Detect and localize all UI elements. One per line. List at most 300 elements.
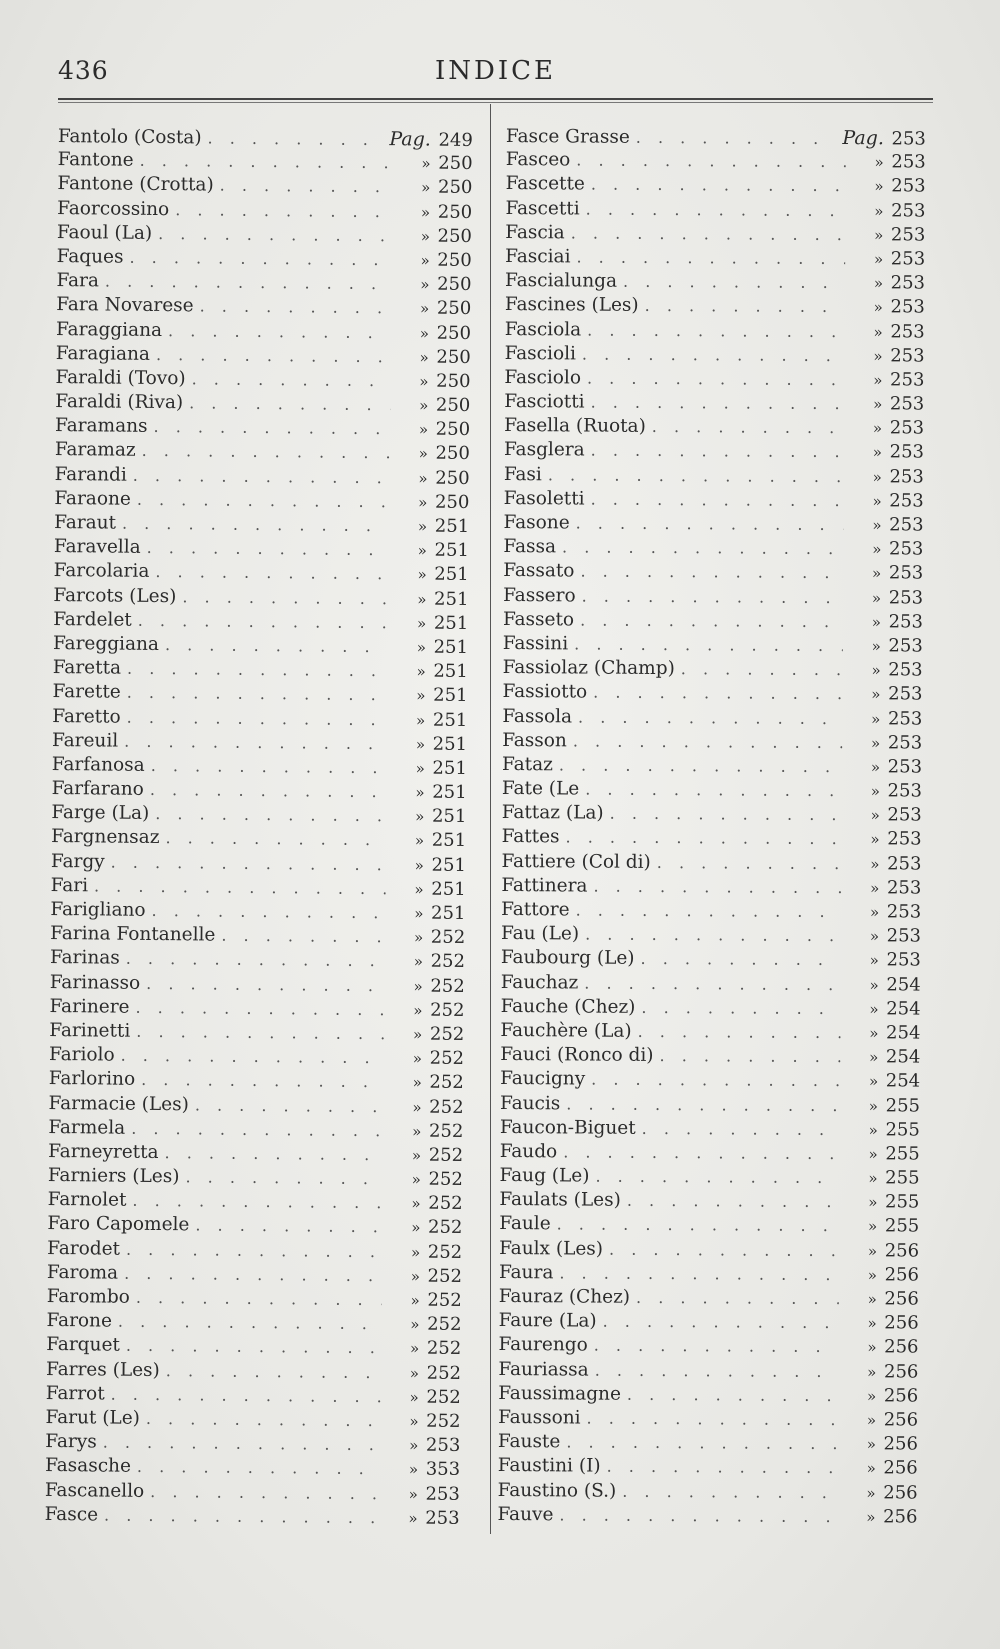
dot-leader (201, 126, 383, 152)
page-reference: 251 (431, 854, 467, 876)
page-reference: 251 (431, 805, 467, 828)
dot-leader (560, 1092, 840, 1118)
index-entry (505, 221, 925, 248)
page-reference: 253 (889, 465, 924, 488)
page-prefix: » (419, 372, 429, 391)
page-reference: 250 (437, 177, 473, 199)
dot-leader (176, 585, 388, 611)
entry-name: Fasceo (505, 149, 571, 171)
page-reference: 253 (887, 828, 922, 850)
page-prefix: » (421, 178, 431, 197)
page-prefix: » (866, 1459, 876, 1478)
dot-leader (585, 487, 844, 513)
index-entry (505, 317, 925, 344)
page-reference: 253 (890, 272, 926, 294)
page-prefix: » (409, 1339, 420, 1358)
entry-name: Fauci (Ronco di) (500, 1044, 654, 1067)
dot-leader (567, 729, 842, 755)
page-prefix: » (869, 1048, 879, 1067)
index-entry (504, 463, 924, 490)
page-prefix: » (867, 1266, 878, 1285)
entry-name: Farcots (Les) (53, 584, 177, 607)
entry-name: Farmela (48, 1116, 126, 1139)
index-entry (503, 559, 923, 586)
page-prefix: » (417, 590, 427, 609)
page-reference: 253 (889, 490, 924, 512)
dot-leader (579, 778, 842, 804)
dot-leader (129, 995, 384, 1022)
entry-name: Faramans (55, 415, 148, 438)
page-prefix: » (408, 1484, 418, 1504)
dot-leader (557, 1140, 840, 1166)
page-reference: 252 (427, 1217, 463, 1239)
entry-name: Fassero (503, 584, 576, 606)
page-reference: 253 (891, 175, 926, 197)
index-entry (502, 753, 922, 780)
entry-name: Faucon-Biguet (499, 1116, 636, 1139)
page-reference: 252 (426, 1386, 461, 1408)
dot-leader (587, 874, 841, 900)
dot-leader (616, 1479, 838, 1505)
entry-name: Farge (La) (51, 802, 150, 825)
dot-leader (97, 1431, 381, 1458)
page-reference: 250 (436, 297, 472, 320)
page-reference: 251 (430, 902, 466, 924)
index-entry (505, 197, 925, 224)
page-reference: 253 (888, 538, 924, 560)
dot-leader (121, 681, 388, 708)
dot-leader (570, 245, 845, 271)
page-reference: 250 (436, 370, 471, 392)
dot-leader (570, 511, 844, 537)
dot-leader (570, 149, 846, 175)
index-entry (499, 1237, 919, 1264)
entry-name: Fargnensaz (51, 826, 160, 849)
dot-leader (565, 221, 846, 247)
page-prefix: » (420, 275, 430, 294)
index-entry (504, 487, 924, 514)
entry-name: Farone (46, 1310, 113, 1332)
page-prefix: » (411, 1218, 421, 1237)
index-column-left (45, 124, 473, 1531)
page-reference: 253 (888, 562, 924, 584)
dot-leader (553, 753, 842, 779)
page-reference: 253 (886, 877, 922, 899)
page-prefix: » (409, 1363, 420, 1383)
entry-name: Fantone (57, 149, 134, 171)
page-reference: 252 (428, 1168, 463, 1190)
page-reference: 249 (438, 129, 473, 151)
dot-leader (621, 1189, 840, 1215)
dot-leader (105, 850, 386, 877)
dot-leader (632, 1020, 841, 1045)
dot-leader (158, 1141, 383, 1167)
page-reference: 250 (435, 467, 470, 489)
index-entry (498, 1454, 918, 1481)
page-prefix: » (417, 517, 428, 536)
entry-name: Fari (50, 874, 89, 897)
dot-leader (186, 367, 391, 393)
page-reference: 255 (884, 1215, 920, 1237)
page-prefix: » (870, 782, 880, 801)
page-prefix: » (414, 880, 424, 899)
page-prefix: » (871, 661, 881, 680)
dot-leader (118, 729, 387, 756)
entry-name: Farfanosa (51, 753, 145, 776)
entry-name: Fauriassa (498, 1358, 589, 1381)
page-reference: 252 (427, 1289, 462, 1311)
dot-leader (603, 1237, 839, 1263)
page-reference: 253 (890, 345, 925, 367)
dot-leader (125, 1116, 383, 1143)
dot-leader (215, 924, 385, 950)
entry-name: Farut (Le) (45, 1406, 141, 1429)
dot-leader (551, 1213, 840, 1239)
page-reference: 251 (434, 588, 469, 610)
entry-name: Faraldi (Riva) (55, 391, 184, 414)
page-prefix: » (419, 323, 430, 343)
dot-leader (553, 1503, 837, 1529)
page-prefix: » (418, 493, 428, 512)
page-reference: 252 (428, 1192, 463, 1215)
dot-leader (578, 971, 841, 997)
page-prefix: » (419, 348, 429, 367)
page-prefix: » (411, 1146, 422, 1165)
page-reference: 253 (890, 320, 925, 343)
page-reference: 253 (889, 393, 925, 415)
index-entry (499, 1261, 919, 1288)
entry-name: Faug (Le) (499, 1165, 590, 1187)
entry-name: Fassola (502, 705, 573, 727)
page-reference: 253 (887, 756, 923, 778)
page-prefix: » (419, 299, 430, 318)
page-prefix: » (421, 154, 431, 173)
page-reference: 253 (887, 732, 923, 754)
page-prefix: » (866, 1411, 877, 1430)
page-prefix: » (867, 1362, 877, 1381)
dot-leader (159, 633, 388, 659)
entry-name: Fareuil (51, 729, 119, 752)
entry-name: Farigliano (50, 898, 146, 921)
index-column-right (497, 124, 926, 1529)
index-entry (501, 995, 921, 1022)
page-reference: 253 (425, 1507, 460, 1529)
index-entry (502, 704, 922, 731)
index-entry (503, 608, 923, 635)
page-prefix: » (873, 274, 884, 293)
page-prefix: » (867, 1314, 877, 1333)
entry-name: Fara (56, 270, 100, 292)
index-entry (504, 414, 924, 441)
index-entry (501, 874, 921, 901)
index-entry (503, 656, 923, 683)
entry-name: Fassa (503, 536, 557, 558)
entry-name: Farina Fontanelle (50, 923, 216, 946)
page-prefix: » (415, 783, 425, 802)
index-entry (497, 1503, 917, 1530)
page-prefix: » (869, 975, 879, 994)
page-prefix: » (410, 1267, 421, 1286)
page-prefix: » (415, 735, 426, 754)
page-prefix: » (420, 227, 431, 246)
entry-name: Fareggiana (52, 632, 160, 655)
page-prefix: » (870, 758, 881, 777)
entry-name: Fasciolo (504, 366, 582, 389)
page-reference: 253 (891, 151, 926, 173)
index-entry (502, 801, 922, 828)
entry-name: Fasasche (45, 1455, 132, 1478)
page-reference: 255 (885, 1167, 920, 1189)
entry-name: Farette (52, 681, 121, 703)
index-entry (503, 511, 923, 538)
entry-name: Farandi (54, 463, 127, 486)
page-prefix: » (866, 1483, 876, 1502)
page-prefix: » (413, 977, 423, 996)
page-prefix: » (868, 1169, 878, 1188)
entry-name: Farfarano (51, 778, 144, 800)
index-entry (45, 1503, 460, 1531)
entry-name: Faraut (54, 511, 117, 534)
dot-leader (112, 1310, 382, 1337)
page-prefix: » (871, 637, 881, 656)
dot-leader (560, 1430, 838, 1456)
dot-leader (194, 295, 392, 321)
dot-leader (585, 391, 845, 417)
page-reference: 253 (890, 248, 926, 270)
dot-leader (88, 874, 386, 901)
entry-name: Fasson (502, 729, 567, 752)
dot-leader (579, 923, 841, 949)
entry-name: Fauchère (La) (500, 1019, 632, 1042)
page-reference: 250 (437, 225, 473, 247)
page-reference: 253 (425, 1483, 460, 1505)
page-reference: 253 (888, 635, 923, 657)
dot-leader (132, 608, 389, 635)
entry-name: Farrot (45, 1382, 105, 1405)
entry-name: Farodet (47, 1237, 121, 1260)
page-reference: 253 (890, 369, 925, 391)
page-prefix: » (867, 1241, 878, 1260)
entry-name: Faulats (Les) (499, 1189, 621, 1211)
page-reference: 256 (884, 1239, 920, 1262)
entry-name: Faretto (52, 705, 121, 728)
page-prefix: » (410, 1243, 421, 1262)
page-reference: 256 (883, 1433, 919, 1455)
dot-leader (121, 705, 388, 732)
page-prefix: » (416, 686, 426, 705)
index-entry (501, 971, 921, 998)
dot-leader (152, 222, 392, 249)
entry-name: Fantone (Crotta) (57, 173, 214, 196)
index-entry (505, 293, 925, 320)
dot-leader (604, 802, 842, 828)
dot-leader (581, 1406, 839, 1432)
page-prefix: » (412, 1122, 422, 1141)
page-prefix: » (416, 614, 427, 633)
page-prefix: » (872, 467, 882, 486)
page-reference: 251 (433, 636, 469, 658)
entry-name: Farinas (49, 947, 120, 970)
page-reference: 256 (883, 1409, 919, 1431)
dot-leader (126, 1189, 382, 1216)
entry-name: Fassiolaz (Champ) (502, 657, 675, 680)
page-reference: 253 (887, 804, 922, 826)
dot-leader (580, 197, 846, 223)
page-prefix: » (872, 564, 882, 583)
dot-leader (559, 826, 841, 852)
dot-leader (141, 536, 389, 563)
entry-name: Fascanello (44, 1479, 145, 1502)
index-entry (498, 1478, 918, 1505)
page-reference: 256 (883, 1506, 918, 1528)
index-entry (505, 342, 925, 369)
page-reference: 252 (429, 1023, 465, 1045)
page-prefix: » (873, 371, 883, 390)
page-prefix: » (410, 1315, 420, 1334)
entry-name: Fattaz (La) (501, 802, 604, 824)
dot-leader (576, 584, 844, 610)
entry-name: Faraone (54, 487, 131, 510)
page-prefix: » (414, 831, 425, 850)
page-reference: 254 (886, 1022, 921, 1044)
dot-leader (214, 174, 393, 200)
entry-name: Faretta (52, 657, 122, 679)
page-prefix: » (866, 1435, 876, 1454)
dot-leader (601, 1455, 838, 1481)
page-prefix: » (412, 1049, 423, 1068)
page-reference: 251 (434, 515, 470, 537)
entry-name: Faura (498, 1261, 554, 1284)
page-prefix: » (413, 952, 424, 971)
dot-leader (131, 488, 390, 515)
dot-leader (653, 1044, 840, 1069)
page-prefix: » (874, 153, 884, 172)
page-prefix: » (868, 1193, 878, 1212)
index-entry (499, 1285, 919, 1312)
dot-leader (574, 560, 843, 586)
dot-leader (621, 1382, 838, 1408)
entry-name: Farys (45, 1431, 97, 1453)
entry-name: Farlorino (48, 1068, 136, 1091)
dot-leader (162, 319, 391, 345)
dot-leader (589, 1358, 839, 1384)
page-reference: 256 (884, 1288, 919, 1310)
index-entry (501, 946, 921, 973)
page-prefix: » (411, 1170, 421, 1189)
dot-leader (115, 1044, 385, 1071)
page-prefix: » (418, 444, 428, 464)
page-prefix: » (870, 879, 880, 898)
entry-name: Fate (Le (501, 778, 580, 800)
entry-name: Faubourg (Le) (500, 947, 635, 970)
page-prefix: » (417, 565, 427, 584)
page-reference: 253 (886, 949, 921, 971)
dot-leader (636, 1116, 840, 1141)
page-reference: 256 (884, 1312, 919, 1334)
page-prefix: » (868, 1096, 879, 1115)
entry-name: Fasone (503, 511, 570, 534)
dot-leader (617, 270, 845, 296)
entry-name: Farinasso (49, 971, 141, 994)
page-prefix: » (408, 1509, 418, 1528)
entry-name: Fauste (497, 1431, 561, 1453)
dot-leader (131, 1455, 380, 1482)
page-prefix: » (871, 685, 881, 704)
page-reference: 254 (886, 998, 921, 1020)
entry-name: Farinere (49, 995, 130, 1018)
page-reference: 256 (883, 1481, 918, 1504)
page-reference: 253 (888, 611, 924, 633)
page-reference: 253 (889, 417, 925, 439)
entry-name: Fassiotto (502, 681, 588, 703)
page-reference: 256 (883, 1360, 919, 1383)
page-reference: 252 (429, 1047, 465, 1070)
page-reference: 253 (887, 852, 922, 875)
dot-leader (149, 802, 386, 828)
page-reference: 254 (886, 973, 921, 996)
page-reference: 255 (885, 1119, 920, 1141)
entry-name: Faustino (S.) (497, 1479, 617, 1502)
index-entry (499, 1188, 919, 1215)
dot-leader (646, 415, 844, 440)
dot-leader (120, 947, 385, 974)
entry-name: Fasciotti (504, 391, 585, 413)
dot-leader (169, 198, 392, 224)
entry-name: Faustini (I) (497, 1455, 601, 1477)
dot-leader (118, 1261, 382, 1288)
dot-leader (651, 851, 842, 876)
page-prefix: » (871, 709, 881, 728)
index-entry (501, 898, 921, 925)
page-reference: 253 (889, 514, 924, 536)
index-entry (506, 172, 926, 199)
entry-name: Farniers (Les) (47, 1165, 180, 1188)
page-reference: 251 (432, 709, 468, 731)
page-prefix: Pag. (842, 127, 884, 150)
page-reference: 251 (432, 757, 467, 779)
entry-name: Faule (499, 1213, 551, 1235)
entry-name: Fassini (502, 632, 569, 655)
page-prefix: » (868, 1217, 878, 1236)
page-reference: 253 (887, 780, 922, 802)
page-reference: 252 (428, 1120, 464, 1142)
entry-name: Fattiere (Col di) (501, 850, 651, 873)
page-prefix: » (873, 395, 883, 414)
page-prefix: » (409, 1388, 419, 1407)
dot-leader (150, 343, 391, 370)
dot-leader (572, 705, 842, 731)
page-prefix: » (870, 854, 880, 873)
page-prefix: » (868, 1145, 878, 1164)
page-reference: 256 (883, 1385, 919, 1407)
entry-name: Faucigny (500, 1068, 586, 1090)
dot-leader (587, 681, 842, 707)
dot-leader (121, 657, 388, 684)
dot-leader (98, 1503, 380, 1530)
running-title: INDICE (434, 56, 556, 86)
page-reference: 255 (885, 1143, 920, 1165)
dot-leader (105, 1382, 381, 1409)
page-prefix: » (872, 492, 882, 511)
dot-leader (145, 754, 387, 781)
dot-leader (99, 270, 392, 297)
index-entry (502, 825, 922, 852)
page-prefix: » (868, 1120, 878, 1139)
page-reference: 250 (437, 249, 472, 271)
page-reference: 252 (427, 1313, 462, 1336)
dot-leader (130, 1020, 384, 1047)
dot-leader (585, 173, 846, 199)
